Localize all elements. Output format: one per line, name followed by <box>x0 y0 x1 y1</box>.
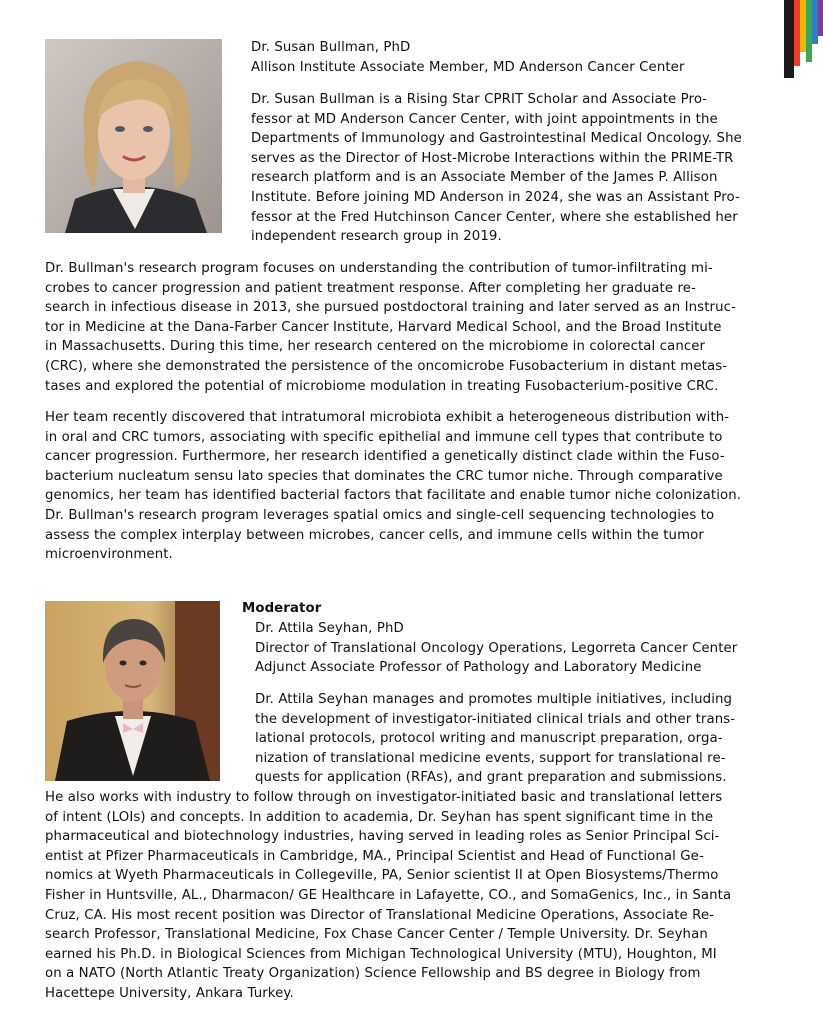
moderator-bio-line: the development of investigator-initiated clinical trials and other trans- <box>255 711 736 727</box>
moderator-title-1: Director of Translational Oncology Operations, Legorreta Cancer Center <box>255 640 738 656</box>
moderator-bio-line: lational protocols, protocol writing and manuscript preparation, orga- <box>255 731 723 747</box>
speaker-photo <box>45 39 222 233</box>
moderator-bio-line: Cruz, CA. His most recent position was Director of Translational Medicine Operations, Associate Re- <box>45 907 715 923</box>
paragraph-line: (CRC), where she demonstrated the persistence of the oncomicrobe Fusobacterium in distant metas- <box>45 358 728 374</box>
paragraph-line: bacterium nucleatum sensu lato species that dominates the CRC tumor niche. Through comparative <box>45 468 723 484</box>
speaker-bio-line: independent research group in 2019. <box>251 229 502 245</box>
moderator-details <box>255 619 737 678</box>
paragraph-line: Dr. Bullman's research program leverages spatial omics and single-cell sequencing technologies to <box>45 507 715 523</box>
portrait-man-photo <box>45 601 220 781</box>
moderator-bio-line: earned his Ph.D. in Biological Sciences from Michigan Technological University (MTU), Houghton, MI <box>45 946 717 962</box>
paragraph-line: tases and explored the potential of microbiome modulation in treating Fusobacterium-positive CRC. <box>45 378 719 394</box>
paragraph-line: microenvironment. <box>45 547 173 563</box>
moderator-bio-line: Fisher in Huntsville, AL., Dharmacon/ GE Healthcare in Lafayette, CO., and SomaGenics, Inc., in Santa <box>45 887 732 903</box>
brand-color-bars <box>784 0 823 78</box>
moderator-bio-line: Dr. Attila Seyhan manages and promotes multiple initiatives, including <box>255 692 733 707</box>
moderator-bio-line: quests for application (RFAs), and grant preparation and submissions. <box>255 770 727 786</box>
moderator-bio-line: nomics at Wyeth Pharmaceuticals in Collegeville, PA, Senior scientist II at Open Biosystems/Thermo <box>45 868 719 884</box>
speaker-header <box>251 38 685 77</box>
speaker-bio-line: research platform and is an Associate Member of the James P. Allison <box>251 170 718 186</box>
speaker-bio <box>251 90 742 247</box>
speaker-bio-line: serves as the Director of Host-Microbe Interactions within the PRIME-TR <box>251 150 734 166</box>
paragraph-line: tor in Medicine at the Dana-Farber Cancer Institute, Harvard Medical School, and the Broad Institute <box>45 319 722 335</box>
portrait-woman-photo <box>45 39 222 233</box>
speaker-research-paragraph <box>45 259 736 396</box>
moderator-header <box>242 599 321 619</box>
paragraph-line: cancer progression. Furthermore, her research identified a genetically distinct clade within the Fuso- <box>45 449 725 465</box>
moderator-bio-line: on a NATO (North Atlantic Treaty Organization) Science Fellowship and BS degree in Biology from <box>45 966 701 982</box>
speaker-discoveries-paragraph <box>45 408 741 565</box>
moderator-bio-line: of intent (LOIs) and concepts. In addition to academia, Dr. Seyhan has spent significant time in the <box>45 809 714 825</box>
brand-bar-purple <box>818 0 823 36</box>
speaker-bio-line: fessor at the Fred Hutchinson Cancer Center, where she established her <box>251 209 738 225</box>
moderator-bio-line: search Professor, Translational Medicine, Fox Chase Cancer Center / Temple University. Dr. Seyhan <box>45 927 708 943</box>
moderator-bio-line: nization of translational medicine events, support for translational re- <box>255 750 726 766</box>
moderator-label: Moderator <box>242 601 322 616</box>
paragraph-line: genomics, her team has identified bacterial factors that facilitate and enable tumor niche colonization. <box>45 488 742 504</box>
paragraph-line: in Massachusetts. During this time, her research centered on the microbiome in colorectal cancer <box>45 339 706 355</box>
speaker-bio-line: Dr. Susan Bullman is a Rising Star CPRIT Scholar and Associate Pro- <box>251 92 708 107</box>
moderator-bio-full <box>45 788 731 1004</box>
moderator-title-2: Adjunct Associate Professor of Pathology and Laboratory Medicine <box>255 660 702 676</box>
moderator-bio-line: Hacettepe University, Ankara Turkey. <box>45 985 294 1001</box>
paragraph-line: in oral and CRC tumors, associating with specific epithelial and immune cell types that contribute to <box>45 429 723 445</box>
speaker-bio-line: Institute. Before joining MD Anderson in 2024, she was an Assistant Pro- <box>251 189 740 205</box>
moderator-bio-line: entist at Pfizer Pharmaceuticals in Cambridge, MA., Principal Scientist and Head of Functional Ge- <box>45 848 704 864</box>
speaker-title: Allison Institute Associate Member, MD Anderson Cancer Center <box>251 59 685 75</box>
paragraph-line: crobes to cancer progression and patient treatment response. After completing her graduate re- <box>45 280 696 296</box>
moderator-bio-line: pharmaceutical and biotechnology industries, having served in leading roles as Senior Principal Sci- <box>45 829 720 845</box>
paragraph-line: assess the complex interplay between microbes, cancer cells, and immune cells within the tumor <box>45 527 704 543</box>
moderator-photo <box>45 601 220 781</box>
paragraph-line: Dr. Bullman's research program focuses on understanding the contribution of tumor-infiltrating mi- <box>45 261 713 276</box>
speaker-bio-line: fessor at MD Anderson Cancer Center, with joint appointments in the <box>251 111 718 127</box>
brand-bar-black <box>784 0 794 78</box>
paragraph-line: Her team recently discovered that intratumoral microbiota exhibit a heterogeneous distribution with- <box>45 410 730 425</box>
moderator-bio-line: He also works with industry to follow through on investigator-initiated basic and translational letters <box>45 790 723 805</box>
speaker-name: Dr. Susan Bullman, PhD <box>251 40 411 55</box>
speaker-bio-line: Departments of Immunology and Gastrointestinal Medical Oncology. She <box>251 131 742 147</box>
paragraph-line: search in infectious disease in 2013, she pursued postdoctoral training and later served as an Instruc- <box>45 300 736 316</box>
moderator-bio-indented <box>255 690 735 788</box>
moderator-name: Dr. Attila Seyhan, PhD <box>255 621 404 636</box>
